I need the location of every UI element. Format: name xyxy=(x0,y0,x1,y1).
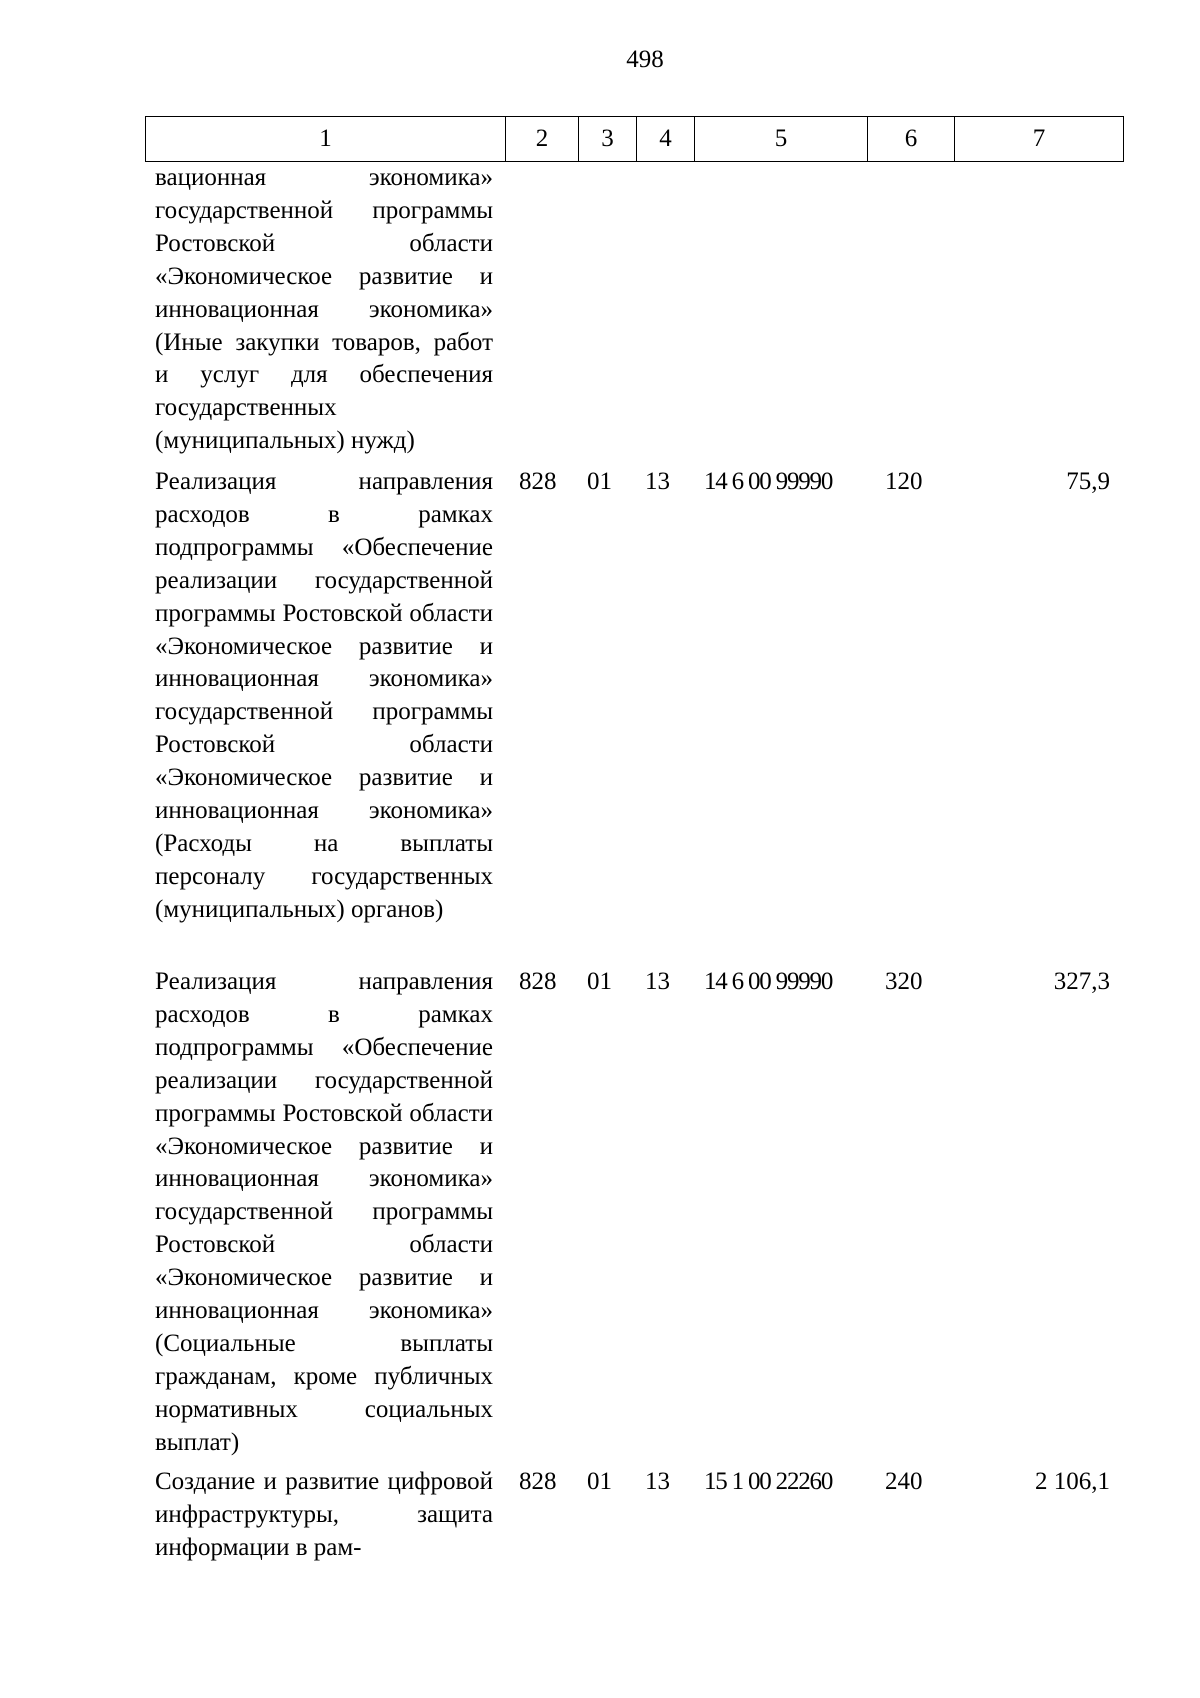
column-header-1: 1 xyxy=(146,117,506,162)
column-header-2: 2 xyxy=(506,117,579,162)
row-cell-5: 15 1 00 22260 xyxy=(704,1468,833,1495)
header-row xyxy=(146,117,1124,162)
row-cell-3: 01 xyxy=(587,1468,612,1495)
table-header xyxy=(145,116,1124,162)
column-header-3: 3 xyxy=(579,117,637,162)
row-description: Реализация направления расходов в рамках подпрограммы «Обеспечение реализации государственной программы Ростовской области «Экономическое развитие и инновационная экономика» государственной программы Ростовской области «Экономическое развитие и инновационная экономика» (Расходы на выплаты персоналу государственных (муниципальных) органов) xyxy=(155,468,493,923)
row-description: Реализация направления расходов в рамках подпрограммы «Обеспечение реализации государственной программы Ростовской области «Экономическое развитие и инновационная экономика» государственной программы Ростовской области «Экономическое развитие и инновационная экономика» (Социальные выплаты гражданам, кроме публичных нормативных социальных выплат) xyxy=(155,968,493,1456)
column-header-7: 7 xyxy=(955,117,1124,162)
row-cell-3: 01 xyxy=(587,468,612,495)
row-cell-6: 120 xyxy=(885,468,923,495)
column-header-6: 6 xyxy=(868,117,955,162)
column-header-5: 5 xyxy=(695,117,868,162)
row-cell-6: 320 xyxy=(885,968,923,995)
row-description: вационная экономика» государственной программы Ростовской области «Экономическое развитие и инновационная экономика» (Иные закупки товаров, работ и услуг для обеспечения государственных (муниципальных) нужд) xyxy=(155,164,493,455)
row-cell-5: 14 6 00 99990 xyxy=(704,468,833,495)
column-header-4: 4 xyxy=(637,117,695,162)
row-cell-5: 14 6 00 99990 xyxy=(704,968,833,995)
row-cell-7: 75,9 xyxy=(1066,468,1110,495)
page-number: 498 xyxy=(626,46,664,73)
row-cell-7: 2 106,1 xyxy=(1035,1468,1110,1495)
row-cell-3: 01 xyxy=(587,968,612,995)
row-cell-6: 240 xyxy=(885,1468,923,1495)
row-cell-4: 13 xyxy=(645,468,670,495)
row-description: Создание и развитие цифровой инфраструктуры, защита информации в рам- xyxy=(155,1468,493,1561)
row-cell-4: 13 xyxy=(645,1468,670,1495)
row-cell-4: 13 xyxy=(645,968,670,995)
row-cell-2: 828 xyxy=(519,968,557,995)
row-cell-7: 327,3 xyxy=(1053,968,1110,995)
row-cell-2: 828 xyxy=(519,468,557,495)
row-cell-2: 828 xyxy=(519,1468,557,1495)
